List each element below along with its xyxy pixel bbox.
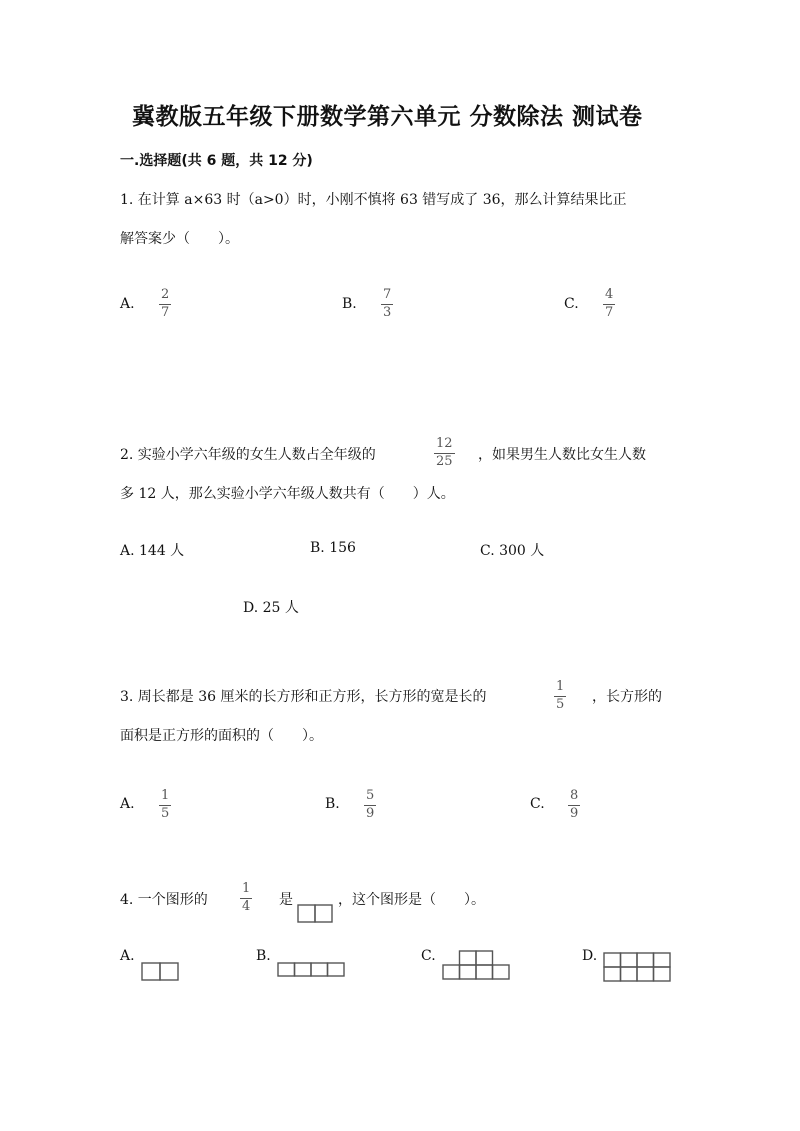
section-heading: 一.选择题(共 6 题，共 12 分) bbox=[120, 153, 313, 169]
q4-option-a-label[interactable]: A. bbox=[120, 948, 135, 964]
denominator: 9 bbox=[366, 806, 375, 821]
question-2-line-1-start: 2. 实验小学六年级的女生人数占全年级的 bbox=[120, 447, 376, 463]
question-3-line-2: 面积是正方形的面积的（ ）。 bbox=[120, 728, 323, 744]
q3-option-c-label[interactable]: C. bbox=[530, 796, 545, 812]
denominator: 3 bbox=[383, 305, 392, 320]
q1-option-b-label[interactable]: B. bbox=[342, 296, 357, 312]
question-4-fraction bbox=[240, 882, 252, 914]
question-1-line-1: 1. 在计算 a×63 时（a>0）时，小刚不慎将 63 错写成了 36，那么计算结果比正 bbox=[120, 192, 627, 208]
question-1-line-2: 解答案少（ ）。 bbox=[120, 231, 239, 247]
question-4-line-start: 4. 一个图形的 bbox=[120, 892, 208, 908]
question-3-line-1-start: 3. 周长都是 36 厘米的长方形和正方形，长方形的宽是长的 bbox=[120, 689, 487, 705]
q4-option-a-figure[interactable] bbox=[141, 962, 179, 982]
q1-option-a-label[interactable]: A. bbox=[120, 296, 135, 312]
numerator: 5 bbox=[366, 788, 375, 803]
denominator: 7 bbox=[161, 305, 170, 320]
q1-option-c-label[interactable]: C. bbox=[564, 296, 579, 312]
q2-option-a[interactable]: A. 144 人 bbox=[120, 543, 185, 559]
denominator: 25 bbox=[436, 454, 453, 469]
numerator: 7 bbox=[383, 287, 392, 302]
numerator: 4 bbox=[605, 287, 614, 302]
question-2-line-2: 多 12 人，那么实验小学六年级人数共有（ ）人。 bbox=[120, 486, 455, 502]
question-4-two-squares-figure bbox=[297, 904, 333, 924]
question-2-line-1-end: ，如果男生人数比女生人数 bbox=[478, 447, 646, 463]
question-4-line-end: ，这个图形是（ ）。 bbox=[338, 892, 485, 908]
q3-option-b-fraction[interactable] bbox=[364, 789, 376, 821]
q3-option-b-label[interactable]: B. bbox=[325, 796, 340, 812]
q4-option-b-label[interactable]: B. bbox=[256, 948, 271, 964]
question-2-fraction bbox=[434, 437, 455, 469]
denominator: 5 bbox=[161, 806, 170, 821]
numerator: 1 bbox=[556, 679, 565, 694]
q2-option-d[interactable]: D. 25 人 bbox=[243, 600, 299, 616]
q4-option-c-label[interactable]: C. bbox=[421, 948, 436, 964]
q3-option-a-fraction[interactable] bbox=[159, 789, 171, 821]
numerator: 1 bbox=[242, 881, 251, 896]
question-3-fraction bbox=[554, 680, 566, 712]
q4-option-b-figure[interactable] bbox=[277, 962, 345, 978]
question-4-line-mid: 是 bbox=[279, 892, 293, 908]
q4-option-d-label[interactable]: D. bbox=[582, 948, 598, 964]
denominator: 4 bbox=[242, 899, 251, 914]
q2-option-b[interactable]: B. 156 bbox=[310, 540, 356, 556]
q2-option-c[interactable]: C. 300 人 bbox=[480, 543, 545, 559]
q4-option-c-figure[interactable] bbox=[442, 950, 510, 981]
page-title: 冀教版五年级下册数学第六单元 分数除法 测试卷 bbox=[132, 104, 643, 130]
denominator: 9 bbox=[570, 806, 579, 821]
numerator: 1 bbox=[161, 788, 170, 803]
q3-option-a-label[interactable]: A. bbox=[120, 796, 135, 812]
denominator: 5 bbox=[556, 697, 565, 712]
q4-option-d-figure[interactable] bbox=[603, 952, 671, 983]
q3-option-c-fraction[interactable] bbox=[568, 789, 580, 821]
q1-option-a-fraction[interactable] bbox=[159, 288, 171, 320]
q1-option-c-fraction[interactable] bbox=[603, 288, 615, 320]
denominator: 7 bbox=[605, 305, 614, 320]
numerator: 8 bbox=[570, 788, 579, 803]
q1-option-b-fraction[interactable] bbox=[381, 288, 393, 320]
question-3-line-1-end: ，长方形的 bbox=[592, 689, 662, 705]
numerator: 2 bbox=[161, 287, 170, 302]
numerator: 12 bbox=[436, 436, 453, 451]
